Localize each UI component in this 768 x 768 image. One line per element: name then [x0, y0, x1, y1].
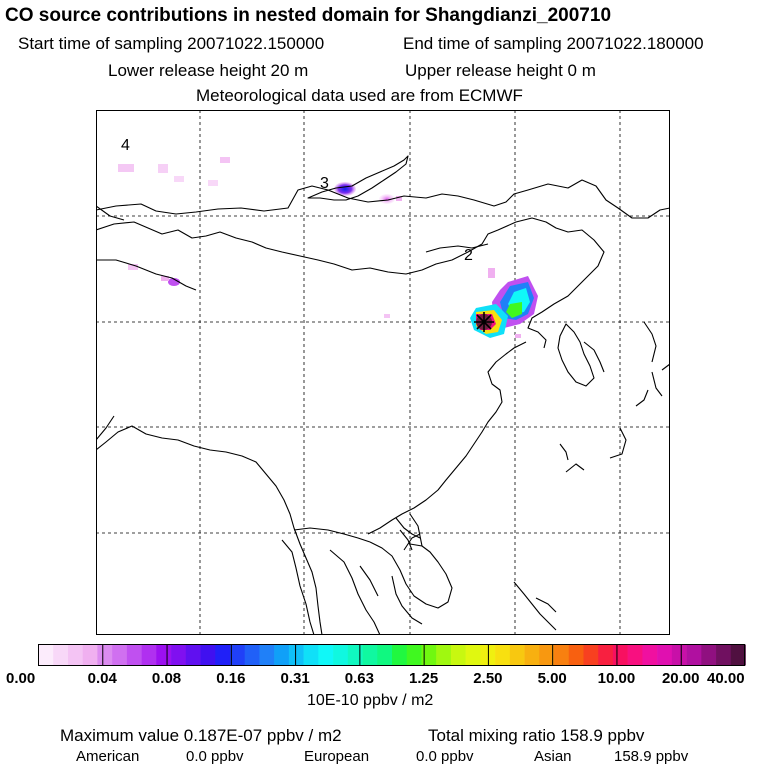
receptor-site-marker — [474, 312, 494, 332]
map-title: CO source contributions in nested domain for Shangdianzi_200710 — [5, 5, 612, 26]
map-panel — [96, 110, 670, 635]
colorbar-cell — [539, 645, 554, 666]
colorbar-cell — [39, 645, 54, 666]
colorbar-cell — [127, 645, 142, 666]
colorbar-cell — [569, 645, 584, 666]
region-label-4: 4 — [121, 137, 130, 154]
colorbar-cell — [171, 645, 186, 666]
lower-release-height-label: Lower release height 20 m — [108, 61, 309, 80]
colorbar-cell — [83, 645, 98, 666]
end-time-label: End time of sampling 20071022.180000 — [403, 34, 704, 53]
colorbar-cell — [215, 645, 230, 666]
colorbar-cell — [583, 645, 598, 666]
colorbar-cell — [480, 645, 495, 666]
colorbar-cell — [112, 645, 127, 666]
map-svg — [96, 110, 670, 635]
colorbar-cell — [510, 645, 525, 666]
colorbar-cell — [245, 645, 260, 666]
asian-label: Asian — [534, 748, 572, 765]
colorbar-cell — [466, 645, 481, 666]
colorbar-cell — [53, 645, 68, 666]
colorbar-cell — [348, 645, 363, 666]
colorbar-cell — [451, 645, 466, 666]
colorbar-cell — [259, 645, 274, 666]
colorbar-cell — [613, 645, 628, 666]
colorbar-cell — [701, 645, 716, 666]
colorbar — [38, 644, 746, 667]
region-label-2: 2 — [464, 247, 473, 264]
colorbar-cell — [407, 645, 422, 666]
european-value: 0.0 ppbv — [416, 748, 474, 765]
colorbar-cell — [731, 645, 746, 666]
colorbar-cell — [333, 645, 348, 666]
colorbar-tick-label: 5.00 — [537, 670, 567, 687]
colorbar-tick-label: 0.04 — [87, 670, 117, 687]
colorbar-cell — [156, 645, 171, 666]
colorbar-cell — [525, 645, 540, 666]
colorbar-cell — [274, 645, 289, 666]
total-mixing-ratio-label: Total mixing ratio 158.9 ppbv — [428, 726, 645, 745]
colorbar-tick-label: 20.00 — [661, 670, 700, 687]
colorbar-tick-label: 0.08 — [151, 670, 182, 687]
colorbar-cell — [230, 645, 245, 666]
colorbar-cell — [716, 645, 731, 666]
colorbar-cell — [628, 645, 643, 666]
colorbar-cell — [201, 645, 216, 666]
colorbar-cell — [142, 645, 157, 666]
colorbar-tick-label: 1.25 — [409, 670, 439, 687]
colorbar-tick-label: 0.00 — [6, 670, 36, 687]
colorbar-cell — [68, 645, 83, 666]
colorbar-cell — [304, 645, 319, 666]
colorbar-cell — [318, 645, 333, 666]
colorbar-cell — [377, 645, 392, 666]
colorbar-tick-label: 10.00 — [597, 670, 636, 687]
colorbar-cell — [687, 645, 702, 666]
european-label: European — [304, 748, 370, 765]
american-label: American — [76, 748, 140, 765]
colorbar-tick-label: 0.16 — [216, 670, 246, 687]
colorbar-cell — [495, 645, 510, 666]
colorbar-cell — [186, 645, 201, 666]
colorbar-cell — [289, 645, 304, 666]
colorbar-cell — [363, 645, 378, 666]
map-frame — [97, 111, 670, 635]
colorbar-cell — [598, 645, 613, 666]
colorbar-cells — [39, 645, 746, 666]
colorbar-tick-label: 40.00 — [707, 670, 745, 687]
colorbar-units: 10E-10 ppbv / m2 — [307, 692, 434, 709]
colorbar-cell — [97, 645, 112, 666]
meteorological-data-label: Meteorological data used are from ECMWF — [196, 86, 523, 105]
maximum-value-label: Maximum value 0.187E-07 ppbv / m2 — [60, 726, 342, 745]
colorbar-cell — [672, 645, 687, 666]
colorbar-tick-label: 0.31 — [280, 670, 310, 687]
colorbar-tick-label: 0.63 — [344, 670, 374, 687]
region-label-3: 3 — [320, 175, 329, 192]
colorbar-cell — [642, 645, 657, 666]
american-value: 0.0 ppbv — [186, 748, 244, 765]
colorbar-cell — [657, 645, 672, 666]
asian-value: 158.9 ppbv — [614, 748, 689, 765]
start-time-label: Start time of sampling 20071022.150000 — [18, 34, 325, 53]
colorbar-cell — [554, 645, 569, 666]
upper-release-height-label: Upper release height 0 m — [405, 61, 596, 80]
colorbar-cell — [392, 645, 407, 666]
colorbar-cell — [436, 645, 451, 666]
colorbar-tick-label: 2.50 — [473, 670, 503, 687]
